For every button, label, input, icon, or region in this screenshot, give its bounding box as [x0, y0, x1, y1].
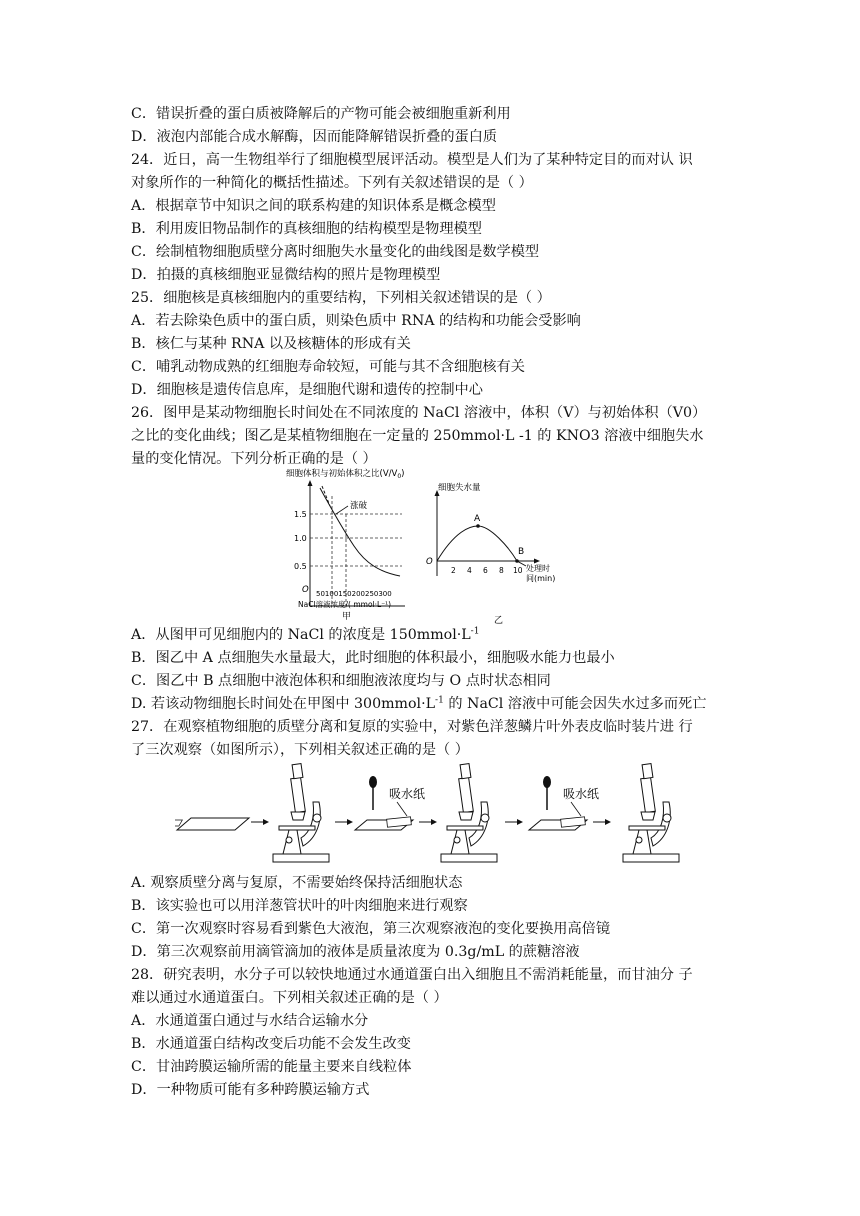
- line-24b: B．利用废旧物品制作的真核细胞的结构模型是物理模型: [131, 221, 482, 237]
- line-24d: D．拍摄的真核细胞亚显微结构的照片是物理模型: [131, 267, 441, 283]
- line-26d-text: D. 若该动物细胞长时间处在甲图中 300mmol·L: [131, 696, 436, 712]
- line-28c: C．甘油跨膜运输所需的能量主要来自线粒体: [131, 1059, 412, 1075]
- yi-xlabel-1: 处理时: [526, 564, 550, 573]
- line-26-q3: 量的变化情况。下列分析正确的是（ ）: [131, 451, 377, 467]
- line-26a: [131, 624, 731, 646]
- line-27d: D．第三次观察前用滴管滴加的液体是质量浓度为 0.3g/mL 的蔗糖溶液: [131, 944, 580, 960]
- microscope-1: [273, 764, 329, 862]
- chart-yi: [426, 482, 555, 626]
- yi-xtick-2: 2: [451, 566, 456, 575]
- label-blotting-paper-2: 吸水纸: [563, 787, 600, 801]
- line-23d: D．液泡内部能合成水解酶，因而能降解错误折叠的蛋白质: [131, 129, 498, 145]
- yi-point-b: [515, 559, 519, 563]
- line-25d: D．细胞核是遗传信息库，是细胞代谢和遗传的控制中心: [131, 382, 483, 398]
- yi-label-a: A: [474, 514, 481, 524]
- line-28a: A．水通道蛋白通过与水结合运输水分: [131, 1013, 369, 1029]
- slide-initial: [175, 818, 249, 830]
- step-4: [529, 776, 599, 830]
- line-24-q1: 24．近日，高一生物组举行了细胞模型展评活动。模型是人们为了某种特定目的而对认 识: [131, 152, 693, 168]
- jia-annotation: 涨破: [350, 501, 368, 511]
- jia-annotation-leader: [336, 506, 348, 514]
- line-24a: A．根据章节中知识之间的联系构建的知识体系是概念模型: [131, 198, 496, 214]
- line-24c: C．绘制植物细胞质壁分离时细胞失水量变化的曲线图是数学模型: [131, 244, 540, 260]
- line-27c: C．第一次观察时容易看到紫色大液泡，第三次观察液泡的变化要换用高倍镜: [131, 921, 611, 937]
- line-27-q2: 了三次观察（如图所示），下列相关叙述正确的是（ ）: [131, 742, 469, 758]
- line-24-q2: 对象所作的一种简化的概括性描述。下列有关叙述错误的是（ ）: [131, 175, 533, 191]
- figure-27: [175, 760, 695, 868]
- jia-origin: O: [302, 585, 309, 595]
- line-26-q1: 26．图甲是某动物细胞长时间处在不同浓度的 NaCl 溶液中，体积（V）与初始体积（V0）: [131, 405, 707, 421]
- line-28-q1: 28．研究表明，水分子可以较快地通过水通道蛋白出入细胞且不需消耗能量，而甘油分 子: [131, 967, 693, 983]
- arrow-3: [419, 819, 437, 825]
- arrow-1: [251, 819, 269, 825]
- yi-xtick-6: 6: [483, 566, 488, 575]
- jia-ytick-05: 0.5: [294, 562, 307, 571]
- arrow-2: [335, 819, 353, 825]
- line-26b: B．图乙中 A 点细胞失水量最大，此时细胞的体积最小，细胞吸水能力也最小: [131, 650, 615, 666]
- figure-26: [280, 466, 600, 636]
- line-26-q2: 之比的变化曲线；图乙是某植物细胞在一定量的 250mmol·L -1 的 KNO3 溶液中细胞失水: [131, 428, 704, 444]
- jia-ytick-10: 1.0: [294, 534, 307, 543]
- superscript-2: -1: [435, 695, 444, 706]
- line-25-q: 25．细胞核是真核细胞内的重要结构，下列相关叙述错误的是（ ）: [131, 290, 551, 306]
- line-28-q2: 难以通过水通道蛋白。下列相关叙述正确的是（ ）: [131, 990, 448, 1006]
- yi-x-arrow: [534, 559, 540, 564]
- yi-xtick-10: 10: [513, 566, 523, 575]
- jia-caption: 甲: [342, 612, 352, 622]
- line-23c: C．错误折叠的蛋白质被降解后的产物可能会被细胞重新利用: [131, 106, 511, 122]
- microscope-2: [441, 764, 497, 862]
- jia-xticks: 50100150200250300: [316, 590, 392, 598]
- line-26c: C．图乙中 B 点细胞中液泡体积和细胞液浓度均与 O 点时状态相同: [131, 673, 551, 689]
- arrow-4: [505, 819, 523, 825]
- line-28d: D．一种物质可能有多种跨膜运输方式: [131, 1082, 370, 1098]
- line-25c: C．哺乳动物成熟的红细胞寿命较短，可能与其不含细胞核有关: [131, 359, 525, 375]
- line-28b: B．水通道蛋白结构改变后功能不会发生改变: [131, 1036, 411, 1052]
- line-25b: B．核仁与某种 RNA 以及核糖体的形成有关: [131, 336, 411, 352]
- arrow-5: [593, 819, 611, 825]
- yi-curve: [437, 526, 526, 566]
- superscript: -1: [470, 626, 480, 637]
- yi-caption: 乙: [494, 616, 504, 626]
- yi-xlabel-2: 间(min): [526, 574, 556, 583]
- yi-ylabel: 细胞失水量: [438, 483, 481, 493]
- yi-label-b: B: [518, 547, 525, 557]
- line-27a: A. 观察质壁分离与复原，不需要始终保持活细胞状态: [131, 875, 463, 891]
- line-25a: A．若去除染色质中的蛋白质，则染色质中 RNA 的结构和功能会受影响: [131, 313, 581, 329]
- jia-y-arrow: [308, 480, 313, 486]
- line-26d-text-2: 的 NaCl 溶液中可能会因失水过多而死亡: [448, 696, 707, 712]
- step-2: [355, 776, 425, 830]
- chart-jia: [286, 468, 405, 622]
- line-27-q1: 27．在观察植物细胞的质壁分离和复原的实验中，对紫色洋葱鳞片叶外表皮临时装片进 行: [131, 719, 693, 735]
- line-26d: [131, 693, 731, 715]
- yi-origin: O: [426, 557, 433, 567]
- line-27b: B．该实验也可以用洋葱管状叶的叶肉细胞来进行观察: [131, 898, 468, 914]
- yi-xtick-8: 8: [499, 566, 504, 575]
- microscope-3: [623, 764, 679, 862]
- line-26a-text: A．从图甲可见细胞内的 NaCl 的浓度是 150mmol·L: [131, 627, 471, 643]
- label-blotting-paper-1: 吸水纸: [389, 787, 426, 801]
- yi-xtick-4: 4: [467, 566, 472, 575]
- jia-ylabel: 细胞体积与初始体积之比$(V/V_0)$: [286, 469, 405, 480]
- jia-xlabel: NaCl溶液浓度/( mmol·L⁻¹): [298, 600, 392, 609]
- yi-point-a: [476, 524, 480, 528]
- jia-ytick-15: 1.5: [294, 510, 307, 519]
